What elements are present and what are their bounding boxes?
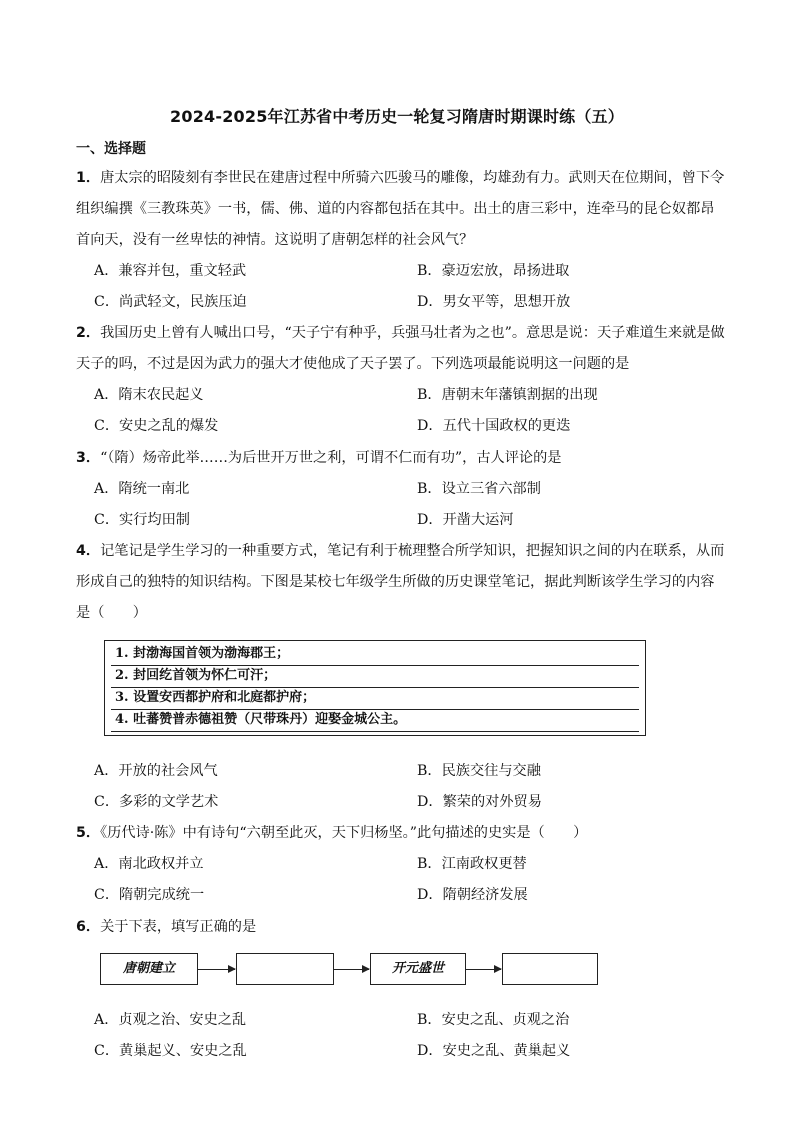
note-line-3: 3. 设置安西都护府和北庭都护府； [111, 687, 639, 710]
q6-line-1: 6．关于下表，填写正确的是 [76, 919, 257, 935]
q3-number: 3． [76, 450, 101, 466]
flow-box-blank-2 [502, 953, 598, 985]
q1-number: 1． [76, 170, 101, 186]
q5-option-b: B．江南政权更替 [417, 856, 527, 872]
section-heading: 一、选择题 [76, 141, 146, 157]
q3-line-1: 3．“（隋）炀帝此举……为后世开万世之利，可谓不仁而有功”，古人评论的是 [76, 450, 562, 466]
q4-line-2: 形成自己的独特的知识结构。下图是某校七年级学生所做的历史课堂笔记，据此判断该学生学习的内容 [76, 574, 715, 590]
q6-number: 6． [76, 919, 101, 935]
q1-option-d: D．男女平等，思想开放 [417, 294, 571, 310]
q4-line-3: 是（ ） [76, 605, 147, 621]
q1-option-c: C．尚武轻文，民族压迫 [94, 294, 247, 310]
q4-option-b: B．民族交往与交融 [417, 763, 541, 779]
q1-line-3: 首向天，没有一丝卑怯的神情。这说明了唐朝怎样的社会风气？ [76, 232, 474, 248]
flow-box-kaiyuan: 开元盛世 [370, 953, 466, 985]
note-line-4: 4. 吐蕃赞普赤德祖赞（尺带珠丹）迎娶金城公主。 [111, 709, 639, 732]
q5-option-a: A．南北政权并立 [94, 856, 204, 872]
q4-option-d: D．繁荣的对外贸易 [417, 794, 542, 810]
q1-option-b: B．豪迈宏放，昂扬进取 [417, 263, 570, 279]
q6-option-a: A．贞观之治、安史之乱 [94, 1012, 247, 1028]
q1-line-1: 1．唐太宗的昭陵刻有李世民在建唐过程中所骑六匹骏马的雕像，均雄劲有力。武则天在位期间，曾下令 [76, 170, 725, 186]
q2-option-b: B．唐朝末年藩镇割据的出现 [417, 387, 598, 403]
flow-box-blank-1 [236, 953, 334, 985]
q4-number: 4． [76, 543, 101, 559]
q3-option-d: D．开凿大运河 [417, 512, 514, 528]
flow-arrow-3 [466, 969, 501, 970]
q1-option-a: A．兼容并包，重文轻武 [94, 263, 247, 279]
flow-arrow-2 [334, 969, 369, 970]
q3-option-b: B．设立三省六部制 [417, 481, 541, 497]
class-notes-image [104, 640, 646, 736]
q2-option-c: C．安史之乱的爆发 [94, 418, 219, 434]
note-line-1: 1. 封渤海国首领为渤海郡王； [111, 643, 639, 666]
q6-option-d: D．安史之乱、黄巢起义 [417, 1043, 571, 1059]
q3-option-a: A．隋统一南北 [94, 481, 190, 497]
q6-option-c: C．黄巢起义、安史之乱 [94, 1043, 247, 1059]
q4-option-c: C．多彩的文学艺术 [94, 794, 219, 810]
q2-number: 2． [76, 325, 101, 341]
q5-option-d: D．隋朝经济发展 [417, 887, 528, 903]
q6-option-b: B．安史之乱、贞观之治 [417, 1012, 570, 1028]
note-line-2: 2. 封回纥首领为怀仁可汗； [111, 665, 639, 688]
q2-option-a: A．隋末农民起义 [94, 387, 204, 403]
q3-option-c: C．实行均田制 [94, 512, 190, 528]
q2-option-d: D．五代十国政权的更迭 [417, 418, 571, 434]
q5-option-c: C．隋朝完成统一 [94, 887, 205, 903]
q2-line-1: 2．我国历史上曾有人喊出口号，“天子宁有种乎，兵强马壮者为之也”。意思是说：天子难道生来就是做 [76, 325, 725, 341]
page-title: 2024-2025年江苏省中考历史一轮复习隋唐时期课时练（五） [170, 107, 624, 126]
q1-line-2: 组织编撰《三教珠英》一书，儒、佛、道的内容都包括在其中。出土的唐三彩中，连牵马的昆仑奴都昂 [76, 201, 715, 217]
flow-box-tang-founding: 唐朝建立 [100, 953, 198, 985]
q2-line-2: 天子的吗，不过是因为武力的强大才使他成了天子罢了。下列选项最能说明这一问题的是 [76, 356, 630, 372]
q5-number: 5． [76, 825, 101, 841]
flow-arrow-1 [198, 969, 235, 970]
q4-line-1: 4．记笔记是学生学习的一种重要方式，笔记有利于梳理整合所学知识，把握知识之间的内在联系，从而 [76, 543, 725, 559]
q4-option-a: A．开放的社会风气 [94, 763, 218, 779]
q5-line-1: 5．《历代诗·陈》中有诗句“六朝至此灭，天下归杨坚。”此句描述的史实是（ ） [76, 825, 588, 841]
